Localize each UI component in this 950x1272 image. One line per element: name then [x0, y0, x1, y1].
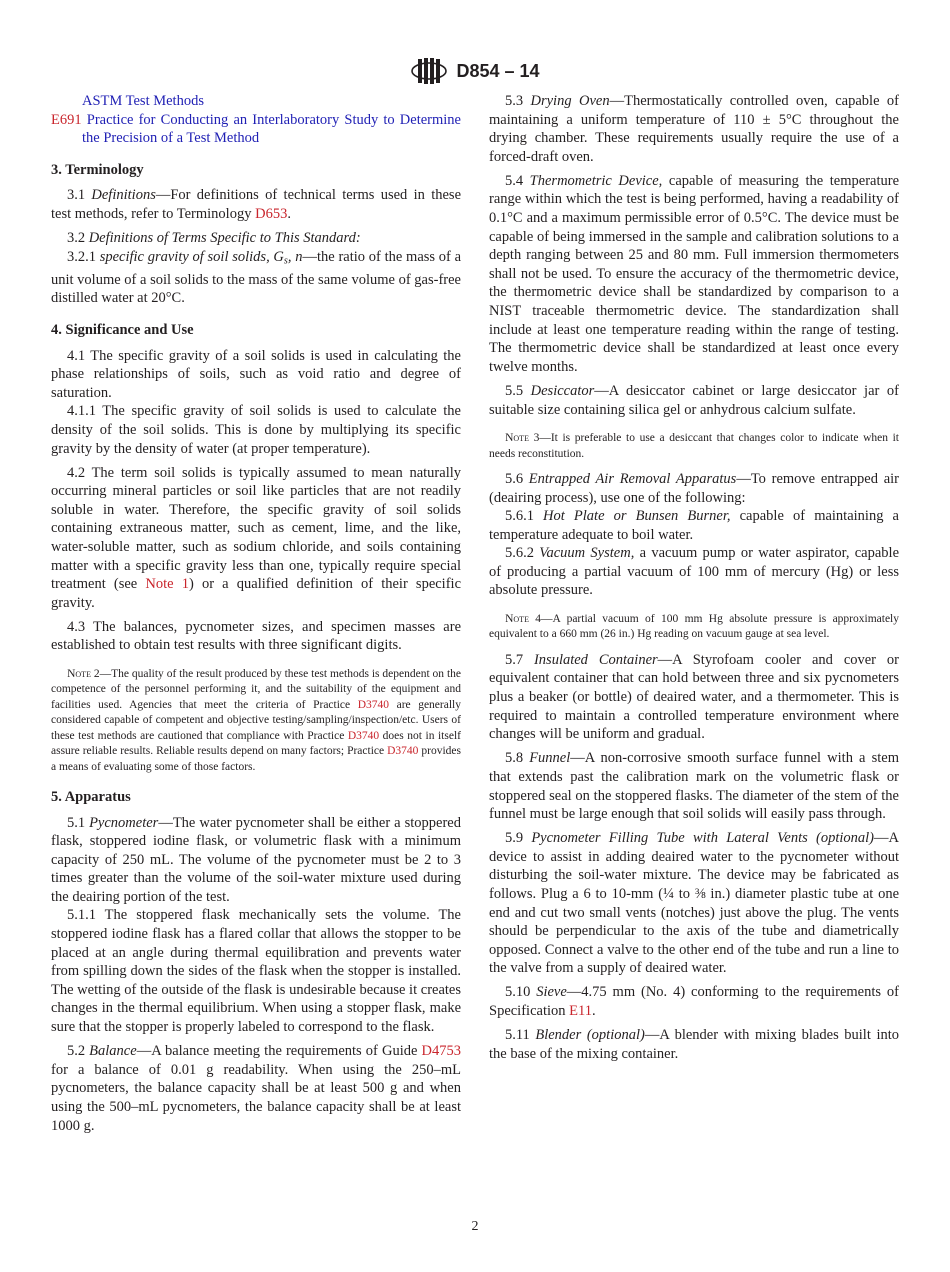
text-run: 3.1	[66, 187, 92, 204]
note-paragraph	[51, 667, 461, 775]
text-run: 3. Terminology	[51, 161, 144, 178]
paragraph	[489, 1026, 899, 1063]
text-run: Note	[67, 668, 91, 681]
text-run: 5.6.1	[504, 508, 544, 525]
text-run: —Thermostatically controlled oven, capable of maintaining a uniform temperature of 110 ± 5°C throughout the drying chamber. These requirements usually require the use of a forced-draft oven.	[489, 93, 900, 165]
term-text: , n	[287, 248, 303, 265]
text-run: —A blender with mixing blades built into the base of the mixing container.	[489, 1027, 900, 1062]
text-run: .	[591, 1003, 596, 1020]
section-heading	[51, 161, 461, 180]
term-text: Vacuum System,	[539, 545, 635, 562]
reference-link[interactable]: D3740	[347, 729, 380, 742]
paragraph	[489, 983, 899, 1020]
text-run: 4. Significance and Use	[51, 321, 194, 338]
text-run: 4.1 The specific gravity of a soil solids is used in calculating the phase relationships of soils, such as void ratio and degree of saturation.	[51, 347, 461, 401]
paragraph	[489, 749, 899, 823]
term-text: Entrapped Air Removal Apparatus	[528, 470, 737, 487]
text-run: Note	[505, 432, 529, 445]
left-column	[51, 92, 461, 1135]
text-run: —the ratio of the mass of a unit volume of a soil solids to the mass of the same volume of gas-free distilled water at 20°C.	[51, 248, 462, 307]
right-column	[489, 92, 899, 1063]
note-paragraph	[489, 431, 899, 462]
text-run: 5.10	[504, 984, 537, 1001]
text-run: Practice for Conducting an Interlaboratory Study to Determine the Precision of a Test Method	[81, 111, 461, 147]
text-run: —A balance meeting the requirements of Guide	[136, 1043, 422, 1060]
text-run: 3—It is preferable to use a desiccant that changes color to indicate when it needs reconstitution.	[489, 432, 899, 460]
text-run: ) or a qualified definition of their specific gravity.	[51, 576, 462, 611]
text-run: 5.7	[504, 651, 534, 668]
text-run: —A non-corrosive smooth surface funnel with a stem that extends past the calibration mark on the volumetric flask or stoppered seal on the stoppered flasks. The diameter of the stem of the funnel must be large enough that soil solids will easily pass through.	[489, 750, 900, 823]
text-run: for a balance of 0.01 g readability. When using the 250–mL pycnometers, the balance capacity shall be at least 500 g and when using the 500–mL pycnometers, the balance capacity shall be at least 1000 g.	[51, 1061, 461, 1134]
paragraph	[51, 1042, 461, 1135]
reference-link[interactable]: D653	[255, 205, 288, 222]
text-run: 3.2	[66, 230, 89, 247]
paragraph	[489, 544, 899, 600]
paragraph	[51, 229, 461, 248]
paragraph	[489, 382, 899, 419]
paragraph	[489, 507, 899, 544]
term-text: Balance	[89, 1043, 137, 1060]
section-heading	[51, 321, 461, 340]
text-run: Note	[505, 613, 529, 626]
text-run: 5.6	[504, 470, 529, 487]
text-run: 5.6.2	[504, 545, 540, 562]
paragraph	[489, 651, 899, 744]
text-run: 4—A partial vacuum of 100 mm Hg absolute pressure is approximately equivalent to a 660 mm (26 in.) Hg reading on vacuum gauge at sea level.	[489, 613, 899, 641]
reference-link[interactable]: D4753	[421, 1043, 461, 1060]
text-run: 4.3 The balances, pycnometer sizes, and specimen masses are established to obtain test results with three significant digits.	[51, 618, 461, 654]
text-run: a vacuum pump or water aspirator, capable of producing a partial vacuum of 100 mm of mercury (Hg) or less absolute pressure.	[489, 545, 900, 599]
paragraph	[51, 464, 461, 613]
term-text: specific gravity of soil solids, G	[99, 248, 284, 265]
paragraph	[51, 402, 461, 458]
text-run: ASTM Test Methods	[82, 93, 204, 109]
term-text: Desiccator	[530, 382, 595, 399]
page-header	[0, 56, 950, 86]
text-run: 5.5	[504, 382, 531, 399]
paragraph	[51, 347, 461, 403]
text-run: 5.9	[504, 830, 532, 847]
text-run: .	[287, 205, 291, 222]
term-text: Thermometric Device,	[529, 172, 663, 189]
reference-link[interactable]: Note 1	[145, 576, 189, 593]
text-run: 4.2 The term soil solids is typically assumed to mean naturally occurring mineral particles or soil like particles that are not readily soluble in water. Therefore, the specific gravity of soil solids containing extraneous matter, such as cement, lime, and the like, water-soluble matter, such as sodium chloride, and soils containing matter with a specific gravity less than one, typically require special treatment (see	[51, 464, 461, 593]
text-run: 2—The quality of the result produced by these test methods is dependent on the competence of the personnel performing it, and the suitability of the equipment and facilities used. Agencies that meet the criteria of Practice	[51, 668, 461, 711]
paragraph	[489, 92, 899, 166]
text-run: provides a means of evaluating some of those factors.	[51, 745, 461, 773]
text-run: 4.1.1 The specific gravity of soil solids is used to calculate the density of the soil solids. This is done by multiplying its specific gravity by the density of water (at proper temperature).	[51, 403, 461, 457]
text-run: 5.1.1 The stoppered flask mechanically sets the volume. The stoppered iodine flask has a flared collar that allows the stopper to be placed at an angle during thermal equilibration and prevents water from spilling down the sides of the flask when the stopper is installed. The wetting of the outside of the flask is undesirable because it creates changes in the thermal equilibrium. When using a stopper flask, make sure that the stopper is properly labeled to correspond to the flask.	[51, 907, 461, 1036]
term-text: Insulated Container	[533, 651, 658, 668]
term-text: Drying Oven	[530, 93, 610, 109]
paragraph	[51, 248, 461, 308]
standard-designation: D854 – 14	[456, 60, 540, 81]
reference-entry	[51, 111, 461, 148]
reference-link[interactable]: D3740	[357, 698, 390, 711]
paragraph	[489, 829, 899, 978]
text-run: —For definitions of technical terms used in these test methods, refer to Terminology	[51, 187, 462, 222]
text-run: —4.75 mm (No. 4) conforming to the requirements of Specification	[489, 984, 899, 1020]
term-text: Pycnometer Filling Tube with Lateral Vents (optional)	[531, 830, 875, 847]
text-run: 5.2	[66, 1043, 90, 1060]
term-text: Definitions of Terms Specific to This Standard:	[88, 230, 361, 247]
text-run: does not in itself assure reliable results. Reliable results depend on many factors; Practice	[51, 729, 461, 758]
term-text: Blender (optional)	[535, 1027, 645, 1044]
term-text: Definitions	[91, 187, 156, 204]
reference-entry	[51, 92, 461, 111]
text-run: 3.2.1	[66, 248, 100, 265]
text-run: 5.4	[504, 172, 530, 189]
paragraph	[51, 906, 461, 1036]
text-run: s	[283, 255, 288, 267]
text-run: 5.8	[504, 750, 530, 767]
term-text: Pycnometer	[89, 814, 159, 831]
text-run: —A device to assist in adding deaired water to the pycnometer without disturbing the soil-water mixture. The device may be fabricated as follows. Plug a 6 to 10-mm (¼ to ⅜ in.) diameter plastic tube at one end and cut two small vents (notches) just above the plug. The vents should be perpendicular to the axis of the tube and diametrically opposed. Connect a valve to the other end of the tube and run a line to the valve from a supply of deaired water.	[489, 830, 899, 977]
text-run: 5.11	[504, 1027, 536, 1044]
page-number: 2	[471, 1219, 479, 1234]
term-text: Funnel	[529, 750, 571, 767]
paragraph	[51, 814, 461, 907]
text-run: 5. Apparatus	[51, 788, 131, 805]
reference-link[interactable]: D3740	[387, 745, 419, 758]
paragraph	[489, 470, 899, 507]
text-run: 5.1	[66, 814, 90, 831]
term-text: Hot Plate or Bunsen Burner,	[543, 508, 731, 525]
text-run: —The water pycnometer shall be either a stoppered flask, stoppered iodine flask, or volumetric flask with a minimum capacity of 250 mL. The volume of the pycnometer must be 2 to 3 times greater than the volume of the soil-water mixture used during the deairing portion of the test.	[51, 814, 461, 905]
text-run: are generally considered capable of competent and objective testing/sampling/inspection/etc. Users of these test methods are cautioned that compliance with Practice	[51, 698, 461, 742]
reference-link[interactable]: E691	[51, 111, 82, 128]
text-run: —A Styrofoam cooler and cover or equivalent container that can hold between three and six pycnometers plus a beaker (or bottle) of deaired water, and a thermometer. This is required to maintain a controlled temperature environment where changes will be uniform and gradual.	[489, 651, 899, 743]
text-run: —A desiccator cabinet or large desiccator jar of suitable size containing silica gel or anhydrous calcium sulfate.	[489, 382, 900, 418]
text-run: capable of maintaining a temperature adequate to boil water.	[489, 508, 899, 543]
text-run: —To remove entrapped air (deairing process), use one of the following:	[489, 470, 899, 506]
note-paragraph	[489, 612, 899, 643]
term-text: Sieve	[536, 984, 567, 1001]
astm-logo-icon	[410, 56, 448, 86]
text-run: 5.3	[504, 93, 531, 109]
reference-link[interactable]: E11	[569, 1003, 592, 1020]
paragraph	[489, 172, 899, 377]
paragraph	[51, 186, 461, 223]
paragraph	[51, 618, 461, 655]
text-run: capable of measuring the temperature range within which the test is being performed, having a readability of 0.1°C and a maximum permissible error of 0.5°C. The device must be capable of being immersed in the sample and calibration solutions to a depth ranging between 25 and 80 mm. Full immersion thermometers shall not be used. To ensure the accuracy of the thermometric device, the thermometric device shall be standardized by comparison to a NIST traceable thermometric device. The standardization shall include at least one temperature reading within the range of testing. The thermometric device shall be standardized at least once every twelve months.	[489, 172, 900, 375]
section-heading	[51, 788, 461, 807]
